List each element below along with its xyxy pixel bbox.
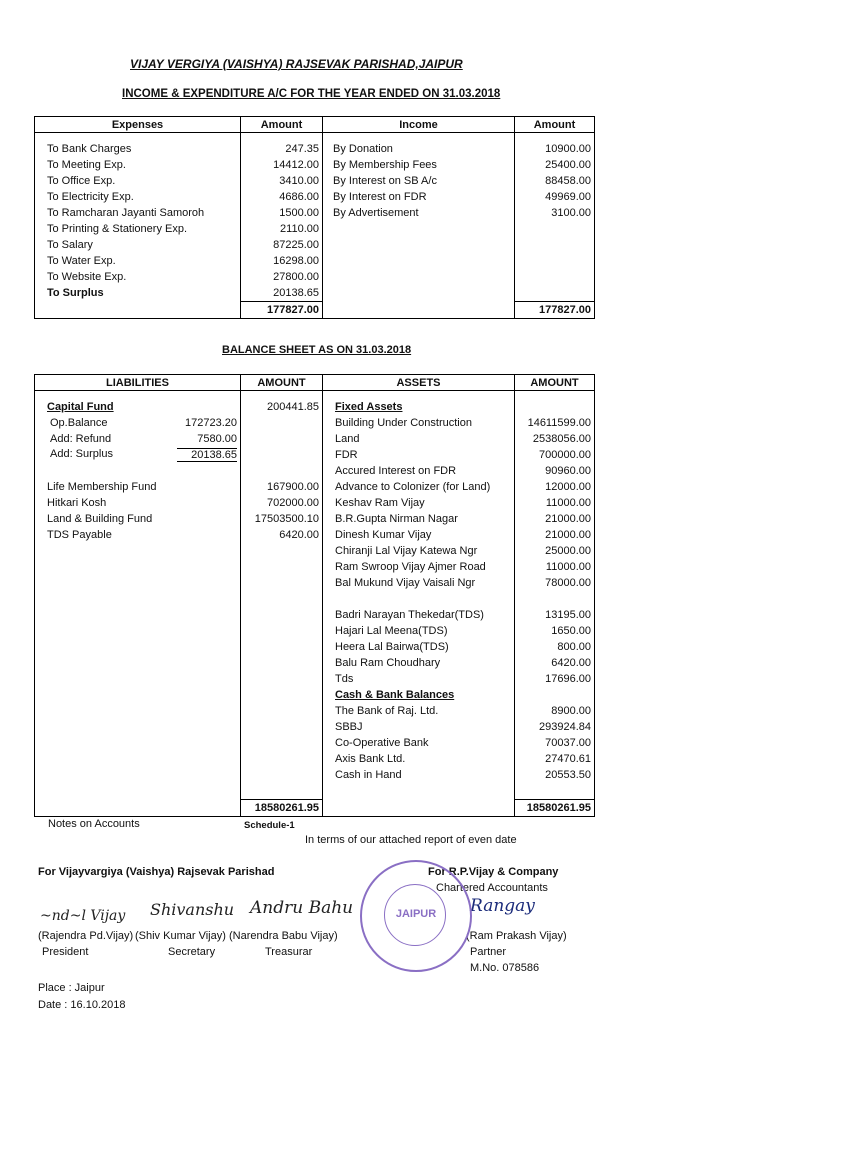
capital-fund-subrow (35, 447, 241, 463)
capital-sub-amount: 7580.00 (197, 433, 237, 445)
ie-income-amount: 3100.00 (515, 205, 595, 221)
asset-label: B.R.Gupta Nirman Nagar (323, 511, 515, 527)
capital-sub-line (47, 433, 237, 445)
liability-label: Hitkari Kosh (35, 495, 241, 511)
ie-expense-amount: 87225.00 (241, 237, 323, 253)
asset-amount: 293924.84 (515, 719, 595, 735)
asset-label: Advance to Colonizer (for Land) (323, 479, 515, 495)
ie-income-amount: 25400.00 (515, 157, 595, 173)
balance-sheet-table (34, 374, 595, 817)
asset-amount: 700000.00 (515, 447, 595, 463)
bs-row (35, 671, 595, 687)
bs-row (35, 511, 595, 527)
bs-row (35, 639, 595, 655)
signatory-role-2: Secretary (168, 946, 216, 958)
asset-label: SBBJ (323, 719, 515, 735)
asset-label: FDR (323, 447, 515, 463)
ie-expense-label: To Ramcharan Jayanti Samoroh (35, 205, 241, 221)
empty-cell (241, 591, 323, 607)
empty-cell (35, 623, 241, 639)
asset-amount: 90960.00 (515, 463, 595, 479)
empty-cell (35, 559, 241, 575)
income-expenditure-table (34, 116, 595, 319)
ie-row (35, 285, 595, 302)
empty-cell (35, 703, 241, 719)
empty-cell (241, 719, 323, 735)
asset-amount: 25000.00 (515, 543, 595, 559)
ie-expense-amount: 1500.00 (241, 205, 323, 221)
asset-amount: 21000.00 (515, 527, 595, 543)
asset-amount: 11000.00 (515, 495, 595, 511)
empty-cell (241, 415, 323, 431)
signatory-name-1: (Rajendra Pd.Vijay) (38, 930, 134, 942)
empty-cell (241, 543, 323, 559)
bs-row (35, 543, 595, 559)
bs-row (35, 751, 595, 767)
capital-fund-amount: 200441.85 (241, 399, 323, 415)
ie-expense-amount: 4686.00 (241, 189, 323, 205)
ie-row (35, 269, 595, 285)
ie-row (35, 221, 595, 237)
empty-cell (35, 767, 241, 783)
capital-sub-label: Add: Surplus (50, 448, 113, 460)
capital-sub-line (47, 417, 237, 429)
asset-label: The Bank of Raj. Ltd. (323, 703, 515, 719)
ie-header-income: Income (323, 117, 515, 133)
empty-cell (241, 703, 323, 719)
empty-cell (323, 591, 515, 607)
asset-label: Heera Lal Bairwa(TDS) (323, 639, 515, 655)
empty-cell (35, 463, 241, 479)
partner-mno: M.No. 078586 (470, 962, 540, 974)
empty-cell (241, 447, 323, 463)
ie-income-amount: 88458.00 (515, 173, 595, 189)
liability-label: TDS Payable (35, 527, 241, 543)
empty-cell (35, 575, 241, 591)
ie-expense-amount: 20138.65 (241, 285, 323, 302)
ie-income-amount: 10900.00 (515, 141, 595, 157)
ie-income-label: By Membership Fees (323, 157, 515, 173)
ie-expense-amount: 2110.00 (241, 221, 323, 237)
notes-on-accounts: Notes on Accounts (48, 818, 140, 830)
signatory-name-3: (Narendra Babu Vijay) (229, 930, 338, 942)
asset-amount: 17696.00 (515, 671, 595, 687)
asset-label: Tds (323, 671, 515, 687)
empty-cell (515, 591, 595, 607)
ie-row (35, 189, 595, 205)
signatory-role-1: President (42, 946, 89, 958)
bs-row (35, 783, 595, 800)
bs-row (35, 607, 595, 623)
bs-row (35, 655, 595, 671)
ie-expense-label: To Website Exp. (35, 269, 241, 285)
ie-expense-amount: 16298.00 (241, 253, 323, 269)
bs-row (35, 559, 595, 575)
bs-row (35, 463, 595, 479)
bs-header-amount: AMOUNT (241, 375, 323, 391)
liability-amount: 17503500.10 (241, 511, 323, 527)
empty-cell (35, 687, 241, 703)
ie-row (35, 173, 595, 189)
org-title: VIJAY VERGIYA (VAISHYA) RAJSEVAK PARISHAD,JAIPUR (130, 57, 463, 71)
signature-partner: Rangay (470, 896, 535, 916)
ie-expense-amount: 247.35 (241, 141, 323, 157)
right-org: For R.P.Vijay & Company (428, 866, 559, 878)
ie-total-left: 177827.00 (241, 302, 323, 319)
liability-label: Land & Building Fund (35, 511, 241, 527)
asset-label: Dinesh Kumar Vijay (323, 527, 515, 543)
asset-label: Ram Swroop Vijay Ajmer Road (323, 559, 515, 575)
bs-row (35, 431, 595, 447)
ie-title: INCOME & EXPENDITURE A/C FOR THE YEAR ENDED ON 31.03.2018 (122, 88, 501, 100)
ie-rows (35, 141, 595, 302)
empty-cell (35, 751, 241, 767)
ie-expense-label: To Water Exp. (35, 253, 241, 269)
empty-cell (241, 431, 323, 447)
empty-cell (35, 543, 241, 559)
capital-sub-amount: 172723.20 (185, 417, 237, 429)
asset-amount: 13195.00 (515, 607, 595, 623)
ie-expense-label: To Salary (35, 237, 241, 253)
asset-amount: 14611599.00 (515, 415, 595, 431)
empty-cell (35, 607, 241, 623)
asset-amount: 20553.50 (515, 767, 595, 783)
bs-total-right: 18580261.95 (515, 800, 595, 817)
ie-income-label (323, 285, 515, 302)
ie-income-label: By Donation (323, 141, 515, 157)
asset-label: Building Under Construction (323, 415, 515, 431)
ie-expense-amount: 14412.00 (241, 157, 323, 173)
empty-cell (241, 463, 323, 479)
asset-label: Balu Ram Choudhary (323, 655, 515, 671)
signature-secretary: Shivanshu (150, 900, 235, 919)
right-org-sub: Chartered Accountants (436, 882, 548, 894)
bs-total-left: 18580261.95 (241, 800, 323, 817)
empty-cell (241, 639, 323, 655)
empty-cell (241, 559, 323, 575)
asset-label: Keshav Ram Vijay (323, 495, 515, 511)
ie-income-amount (515, 253, 595, 269)
bs-row (35, 479, 595, 495)
empty-cell (35, 719, 241, 735)
ie-expense-label: To Printing & Stationery Exp. (35, 221, 241, 237)
asset-label: Co-Operative Bank (323, 735, 515, 751)
liability-amount: 167900.00 (241, 479, 323, 495)
ie-expense-label: To Bank Charges (35, 141, 241, 157)
liability-label: Life Membership Fund (35, 479, 241, 495)
ie-row (35, 253, 595, 269)
cash-bank-heading: Cash & Bank Balances (323, 687, 515, 703)
bs-header-amount: AMOUNT (515, 375, 595, 391)
asset-amount: 11000.00 (515, 559, 595, 575)
ie-total-right: 177827.00 (515, 302, 595, 319)
ie-income-label: By Interest on SB A/c (323, 173, 515, 189)
signature-president: ~nd~l Vijay (40, 908, 126, 924)
asset-amount: 2538056.00 (515, 431, 595, 447)
asset-label: Hajari Lal Meena(TDS) (323, 623, 515, 639)
ie-row (35, 205, 595, 221)
bs-row (35, 415, 595, 431)
ie-income-label (323, 269, 515, 285)
empty-cell (35, 591, 241, 607)
liability-amount: 6420.00 (241, 527, 323, 543)
ie-income-label (323, 221, 515, 237)
bs-row (35, 719, 595, 735)
ie-expense-label: To Office Exp. (35, 173, 241, 189)
liability-amount: 702000.00 (241, 495, 323, 511)
empty-cell (241, 575, 323, 591)
place: Place : Jaipur (38, 982, 105, 994)
empty-cell (241, 687, 323, 703)
empty-cell (241, 783, 323, 800)
empty-cell (515, 399, 595, 415)
signatory-role-3: Treasurar (265, 946, 313, 958)
ie-expense-label: To Meeting Exp. (35, 157, 241, 173)
bs-header-liabilities: LIABILITIES (35, 375, 241, 391)
empty-cell (241, 623, 323, 639)
asset-label: Land (323, 431, 515, 447)
capital-sub-label: Add: Refund (50, 433, 112, 445)
asset-amount: 1650.00 (515, 623, 595, 639)
empty-cell (35, 671, 241, 687)
asset-label: Chiranji Lal Vijay Katewa Ngr (323, 543, 515, 559)
empty-cell (35, 655, 241, 671)
ie-income-amount (515, 285, 595, 302)
left-org: For Vijayvargiya (Vaishya) Rajsevak Parishad (38, 866, 275, 878)
asset-amount: 27470.61 (515, 751, 595, 767)
ie-header-amount: Amount (515, 117, 595, 133)
bs-header-assets: ASSETS (323, 375, 515, 391)
ie-expense-label: To Electricity Exp. (35, 189, 241, 205)
asset-amount: 6420.00 (515, 655, 595, 671)
date: Date : 16.10.2018 (38, 999, 126, 1011)
ie-row (35, 237, 595, 253)
empty-cell (241, 671, 323, 687)
bs-row (35, 447, 595, 463)
ie-income-label (323, 253, 515, 269)
asset-amount: 70037.00 (515, 735, 595, 751)
asset-label: Accured Interest on FDR (323, 463, 515, 479)
bs-row (35, 623, 595, 639)
empty-cell (241, 767, 323, 783)
capital-fund-subrow (35, 415, 241, 431)
empty-cell (35, 735, 241, 751)
ie-income-amount (515, 269, 595, 285)
ie-income-label: By Advertisement (323, 205, 515, 221)
capital-sub-amount: 20138.65 (177, 448, 237, 462)
empty-cell (241, 751, 323, 767)
bs-title: BALANCE SHEET AS ON 31.03.2018 (222, 344, 412, 356)
bs-rows (35, 399, 595, 800)
bs-row (35, 527, 595, 543)
bs-row (35, 399, 595, 415)
schedule-label: Schedule-1 (244, 820, 295, 831)
ie-income-amount: 49969.00 (515, 189, 595, 205)
bs-row (35, 575, 595, 591)
partner-role: Partner (470, 946, 507, 958)
bs-row (35, 767, 595, 783)
asset-amount: 8900.00 (515, 703, 595, 719)
asset-label: Badri Narayan Thekedar(TDS) (323, 607, 515, 623)
ca-seal-stamp: JAIPUR (360, 860, 472, 972)
asset-label: Cash in Hand (323, 767, 515, 783)
asset-label: Axis Bank Ltd. (323, 751, 515, 767)
empty-cell (241, 735, 323, 751)
bs-row (35, 735, 595, 751)
empty-cell (35, 639, 241, 655)
asset-amount: 12000.00 (515, 479, 595, 495)
signature-treasurar: Andru Bahu (250, 898, 354, 918)
asset-amount: 800.00 (515, 639, 595, 655)
bs-row (35, 703, 595, 719)
empty-cell (323, 783, 515, 800)
asset-label: Bal Mukund Vijay Vaisali Ngr (323, 575, 515, 591)
capital-sub-line (47, 448, 237, 462)
ie-expense-amount: 27800.00 (241, 269, 323, 285)
ie-row (35, 157, 595, 173)
asset-amount: 21000.00 (515, 511, 595, 527)
fixed-assets-heading: Fixed Assets (323, 399, 515, 415)
empty-cell (515, 687, 595, 703)
partner-name: (Ram Prakash Vijay) (466, 930, 567, 942)
empty-cell (35, 783, 241, 800)
empty-cell (241, 607, 323, 623)
ie-header-amount: Amount (241, 117, 323, 133)
ie-expense-amount: 3410.00 (241, 173, 323, 189)
capital-fund-subrow (35, 431, 241, 447)
bs-row (35, 591, 595, 607)
ie-expense-label: To Surplus (35, 285, 241, 302)
ie-income-amount (515, 221, 595, 237)
bs-row (35, 495, 595, 511)
ie-header-expenses: Expenses (35, 117, 241, 133)
report-line: In terms of our attached report of even date (305, 834, 517, 846)
bs-row (35, 687, 595, 703)
ie-income-label (323, 237, 515, 253)
ie-income-amount (515, 237, 595, 253)
signatory-name-2: (Shiv Kumar Vijay) (135, 930, 226, 942)
capital-sub-label: Op.Balance (50, 417, 108, 429)
ie-income-label: By Interest on FDR (323, 189, 515, 205)
asset-amount: 78000.00 (515, 575, 595, 591)
empty-cell (515, 783, 595, 800)
capital-fund-heading: Capital Fund (35, 399, 241, 415)
ie-row (35, 141, 595, 157)
empty-cell (241, 655, 323, 671)
